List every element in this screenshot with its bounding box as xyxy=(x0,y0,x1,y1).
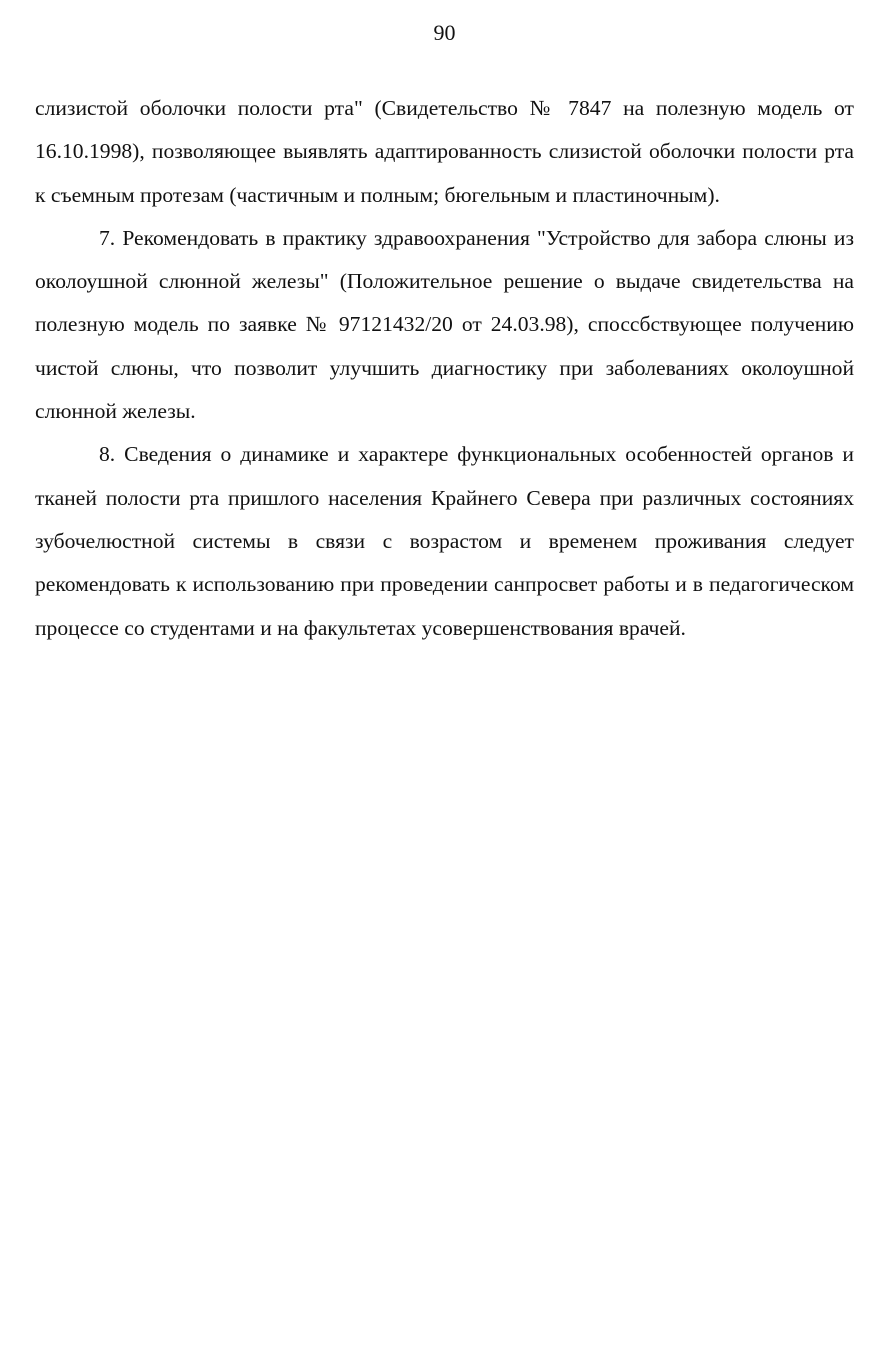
paragraph-item-7: 7. Рекомендовать в практику здравоохранения "Устройство для забора слюны из околоушной слюнной железы" (Положительное решение о выдаче свидетельства на полезную модель по заявке № 97121432/20 от 24.03.98), спосcбствующее получению чистой слюны, что позволит улучшить диагностику при заболеваниях околоушной слюнной железы. xyxy=(35,225,854,424)
paragraph-item-8: 8. Сведения о динамике и характере функциональных особенностей органов и тканей полости рта пришлого населения Крайнего Севера при различных состояниях зубочелюстной системы в связи с возрастом и временем проживания следует рекомендовать к использованию при проведении санпросвет работы и в педагогическом процессе со студентами и на факультетах усовершенствования врачей. xyxy=(35,442,854,640)
body-text xyxy=(35,87,854,650)
paragraph-continuation: слизистой оболочки полости рта" (Свидетельство № 7847 на полезную модель от 16.10.1998), позволяющее выявлять адаптированность слизистой оболочки полости рта к съемным протезам (частичным и полным; бюгельным и пластиночным). xyxy=(35,96,854,207)
page-number: 90 xyxy=(433,20,456,45)
